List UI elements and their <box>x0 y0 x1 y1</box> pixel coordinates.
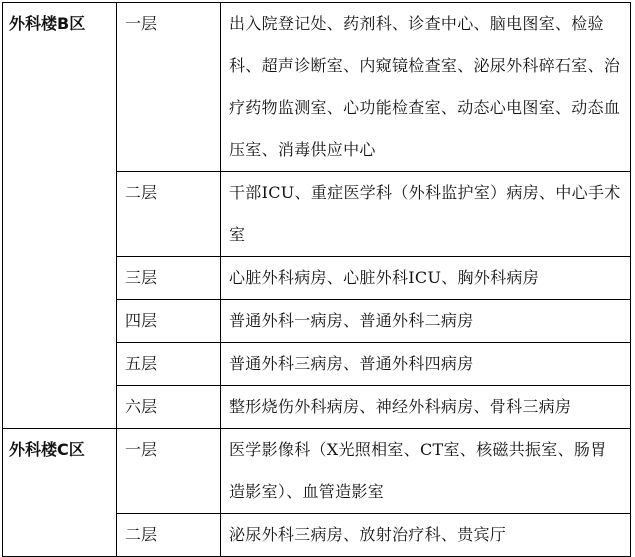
departments-cell: 整形烧伤外科病房、神经外科病房、骨科三病房 <box>221 386 631 429</box>
floor-cell: 三层 <box>117 257 221 300</box>
departments-cell: 出入院登记处、药剂科、诊查中心、脑电图室、检验科、超声诊断室、内窥镜检查室、泌尿外科碎石室、治疗药物监测室、心功能检查室、动态心电图室、动态血压室、消毒供应中心 <box>221 3 631 172</box>
floor-cell: 二层 <box>117 514 221 557</box>
table-row <box>3 3 631 172</box>
departments-cell: 干部ICU、重症医学科（外科监护室）病房、中心手术室 <box>221 172 631 257</box>
floor-cell: 二层 <box>117 172 221 257</box>
floor-cell: 一层 <box>117 429 221 514</box>
floor-cell: 一层 <box>117 3 221 172</box>
departments-cell: 医学影像科（X光照相室、CT室、核磁共振室、肠胃造影室）、血管造影室 <box>221 429 631 514</box>
departments-cell: 普通外科三病房、普通外科四病房 <box>221 343 631 386</box>
floor-cell: 五层 <box>117 343 221 386</box>
floor-cell: 六层 <box>117 386 221 429</box>
table-row <box>3 429 631 514</box>
departments-cell: 心脏外科病房、心脏外科ICU、胸外科病房 <box>221 257 631 300</box>
building-cell: 外科楼C区 <box>3 429 117 557</box>
floor-directory-table <box>2 2 631 557</box>
departments-cell: 普通外科一病房、普通外科二病房 <box>221 300 631 343</box>
departments-cell: 泌尿外科三病房、放射治疗科、贵宾厅 <box>221 514 631 557</box>
building-cell: 外科楼B区 <box>3 3 117 429</box>
floor-cell: 四层 <box>117 300 221 343</box>
